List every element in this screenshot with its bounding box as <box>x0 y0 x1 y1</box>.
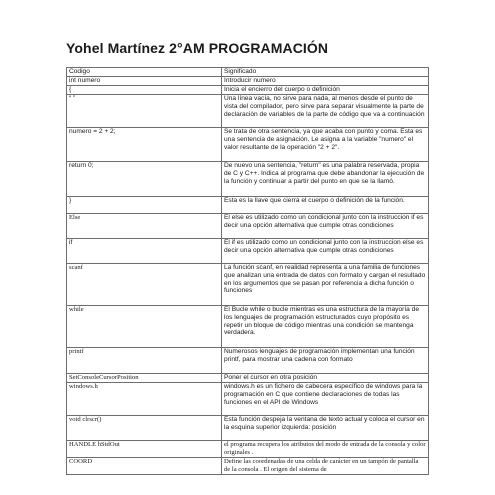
table-row <box>67 86 429 95</box>
code-cell: { <box>67 86 222 95</box>
meaning-cell: Se trata de otra sentencia, ya que acaba con punto y coma. Esta es una sentencia de asignación. Le asigna a la variable "numero" el valor resultante de la operación "2 + 2". <box>222 128 429 162</box>
meaning-cell: La función scanf, en realidad representa a una familia de funciones que analizan una entrada de datos con formato y cargan el resultado en los argumentos que se pasan por referencia a dicha función o funciones <box>222 264 429 306</box>
code-cell: int numero <box>67 77 222 86</box>
document-title: Yohel Martínez 2°AM PROGRAMACIÓN <box>66 40 329 56</box>
code-cell: return 0; <box>67 162 222 197</box>
code-cell: printf <box>67 348 222 374</box>
table-row <box>67 348 429 374</box>
code-cell: while <box>67 306 222 348</box>
code-cell: } <box>67 197 222 214</box>
table-row <box>67 264 429 306</box>
meaning-cell: Una línea vacía, no sirve para nada, al menos desde el punto de vista del compilador, pero sirve para separar visualmente la parte de declaración de variables de la parte de código que va a continuación <box>222 95 429 128</box>
code-cell: “ ” <box>67 95 222 128</box>
table-row <box>67 162 429 197</box>
table-row <box>67 77 429 86</box>
code-cell: if <box>67 239 222 264</box>
meaning-cell: Esta es la llave que cierra el cuerpo o definición de la función. <box>222 197 429 214</box>
table-row <box>67 416 429 441</box>
table-row <box>67 214 429 239</box>
code-cell: windows.h <box>67 383 222 416</box>
code-cell: numero = 2 + 2; <box>67 128 222 162</box>
meaning-cell: el programa recupera los atributos del modo de entrada de la consola y color originales . <box>222 441 429 458</box>
meaning-cell: windows.h es un fichero de cabecera específico de windows para la programación en C que contiene declaraciones de todas las funciones en el API de Windows <box>222 383 429 416</box>
meaning-cell: El Bucle while o bucle mientras es una estructura de la mayoría de los lenguajes de programación estructurados cuyo propósito es repetir un bloque de código mientras una condición se mantenga verdadera. <box>222 306 429 348</box>
meaning-cell: Poner el cursor en otra posición <box>222 374 429 383</box>
code-cell: Else <box>67 214 222 239</box>
code-cell: HANDLE hStdOut <box>67 441 222 458</box>
table-header-row <box>67 68 429 77</box>
meaning-cell: El else es utilizado como un condicional junto con la instruccion if es decir una opción alternativa que cumple otras condiciones <box>222 214 429 239</box>
table-row <box>67 197 429 214</box>
code-cell: COORD <box>67 458 222 475</box>
code-cell: void clrscr() <box>67 416 222 441</box>
header-codigo: Codigo <box>67 68 222 77</box>
table-row <box>67 95 429 128</box>
table-row <box>67 383 429 416</box>
table-row <box>67 374 429 383</box>
meaning-cell: Inicia el encierro del cuerpo o definición <box>222 86 429 95</box>
meaning-cell: Define las coordenadas de una celda de carácter en un tampón de pantalla de la consola . El origen del sistema de <box>222 458 429 475</box>
table-row <box>67 458 429 475</box>
meaning-cell: El if es utilizado como un condicional junto con la instruccion else es decir una opción alternativa que cumple otras condiciones <box>222 239 429 264</box>
code-cell: SetConsoleCursorPosition <box>67 374 222 383</box>
table-row <box>67 128 429 162</box>
table-row <box>67 239 429 264</box>
table-row <box>67 306 429 348</box>
table-row <box>67 441 429 458</box>
code-cell: scanf <box>67 264 222 306</box>
meaning-cell: Esta función despeja la ventana de texto actual y coloca el cursor en la esquina superior izquierda: posición <box>222 416 429 441</box>
meaning-cell: Introducir numero <box>222 77 429 86</box>
header-significado: Significado <box>222 68 429 77</box>
code-meaning-table <box>66 67 429 475</box>
meaning-cell: De nuevo una sentencia, "return" es una palabra reservada, propia de C y C++. Indica al programa que debe abandonar la ejecución de la función y continuar a partir del punto en que se la llamó. <box>222 162 429 197</box>
meaning-cell: Numerosos lenguajes de programación implementan una función printf, para mostrar una cadena con formato <box>222 348 429 374</box>
